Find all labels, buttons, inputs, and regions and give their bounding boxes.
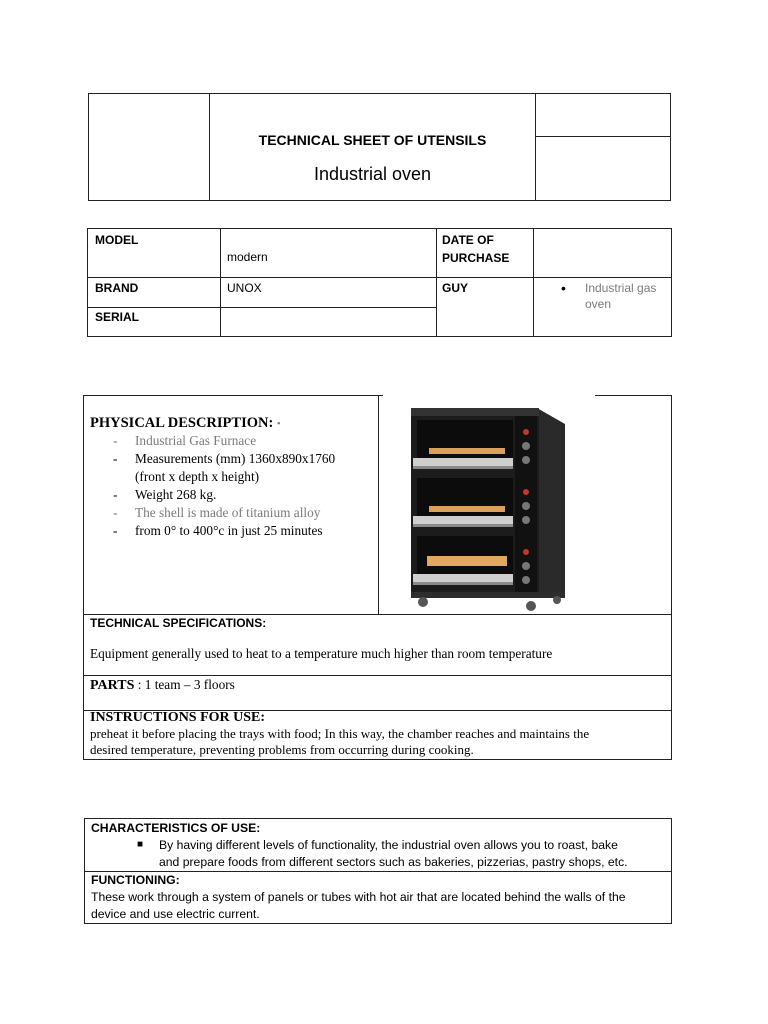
- page-title: Industrial oven: [313, 164, 432, 184]
- table-border: [595, 395, 672, 396]
- table-divider: [533, 229, 534, 336]
- table-divider: [83, 675, 672, 676]
- parts-label: PARTS: [90, 678, 135, 693]
- functioning-line2: device and use electric current.: [91, 907, 260, 921]
- characteristics-table: [84, 818, 672, 924]
- table-divider: [436, 229, 437, 336]
- model-value: modern: [227, 250, 268, 264]
- instructions-heading: INSTRUCTIONS FOR USE:: [90, 710, 266, 725]
- table-divider: [83, 614, 672, 615]
- serial-label: SERIAL: [95, 310, 140, 324]
- bullet-icon: •: [561, 280, 566, 296]
- guy-value-line2: oven: [585, 297, 612, 311]
- model-label: MODEL: [95, 233, 139, 247]
- characteristics-line2: and prepare foods from different sectors such as bakeries, pizzerias, pastry shops, etc.: [159, 855, 628, 869]
- industrial-oven-image: [405, 402, 575, 614]
- technical-specs-text: Equipment generally used to heat to a temperature much higher than room temperature: [90, 646, 553, 661]
- header-divider: [535, 94, 536, 200]
- sheet-kicker: TECHNICAL SHEET OF UTENSILS: [258, 132, 487, 148]
- brand-value: UNOX: [227, 281, 262, 295]
- square-bullet-icon: ■: [137, 839, 144, 850]
- technical-specs-heading: TECHNICAL SPECIFICATIONS:: [90, 616, 267, 630]
- instructions-line1: preheat it before placing the trays with food; In this way, the chamber reaches and maintains the: [90, 726, 590, 741]
- functioning-line1: These work through a system of panels or tubes with hot air that are located behind the walls of the: [91, 890, 626, 904]
- table-divider: [378, 395, 379, 615]
- table-divider: [88, 277, 671, 278]
- functioning-heading: FUNCTIONING:: [91, 873, 180, 887]
- table-divider: [88, 307, 436, 308]
- table-border: [83, 395, 383, 396]
- guy-value-line1: Industrial gas: [585, 281, 657, 295]
- characteristics-heading: CHARACTERISTICS OF USE:: [91, 821, 261, 835]
- description-table: PHYSICAL DESCRIPTION: • - Industrial Gas Furnace - Measurements (mm) 1360x890x1760 (front x depth x height) - Weight 268 kg. - The shell is made of titanium alloy - from 0° to 400°c in just 25 minutes TECHNICAL SPECIFICATIONS: Equipment generally used to heat to a temperature much higher than room temperature PARTS : 1 team – 3 floors INSTRUCTIONS FOR USE: preheat it before placing the trays with food; In this way, the chamber reaches and maintains the desired temperature, preventing problems from occurring during cooking.: [83, 395, 672, 760]
- brand-label: BRAND: [95, 281, 139, 295]
- physical-description-heading: PHYSICAL DESCRIPTION: •: [90, 415, 281, 431]
- info-table: [87, 228, 672, 337]
- instructions-line2: desired temperature, preventing problems from occurring during cooking.: [90, 742, 474, 757]
- date-label-line2: PURCHASE: [442, 251, 510, 265]
- header-divider: [535, 136, 670, 137]
- guy-label: GUY: [442, 281, 469, 295]
- date-label-line1: DATE OF: [442, 233, 494, 247]
- parts-text: : 1 team – 3 floors: [134, 677, 235, 692]
- header-table: [88, 93, 671, 201]
- parts-row: [90, 677, 235, 694]
- table-border: [671, 395, 672, 760]
- table-divider: [220, 229, 221, 336]
- characteristics-line1: By having different levels of functionality, the industrial oven allows you to roast, bake: [159, 838, 618, 852]
- table-border: [83, 395, 84, 760]
- table-border: [83, 759, 672, 760]
